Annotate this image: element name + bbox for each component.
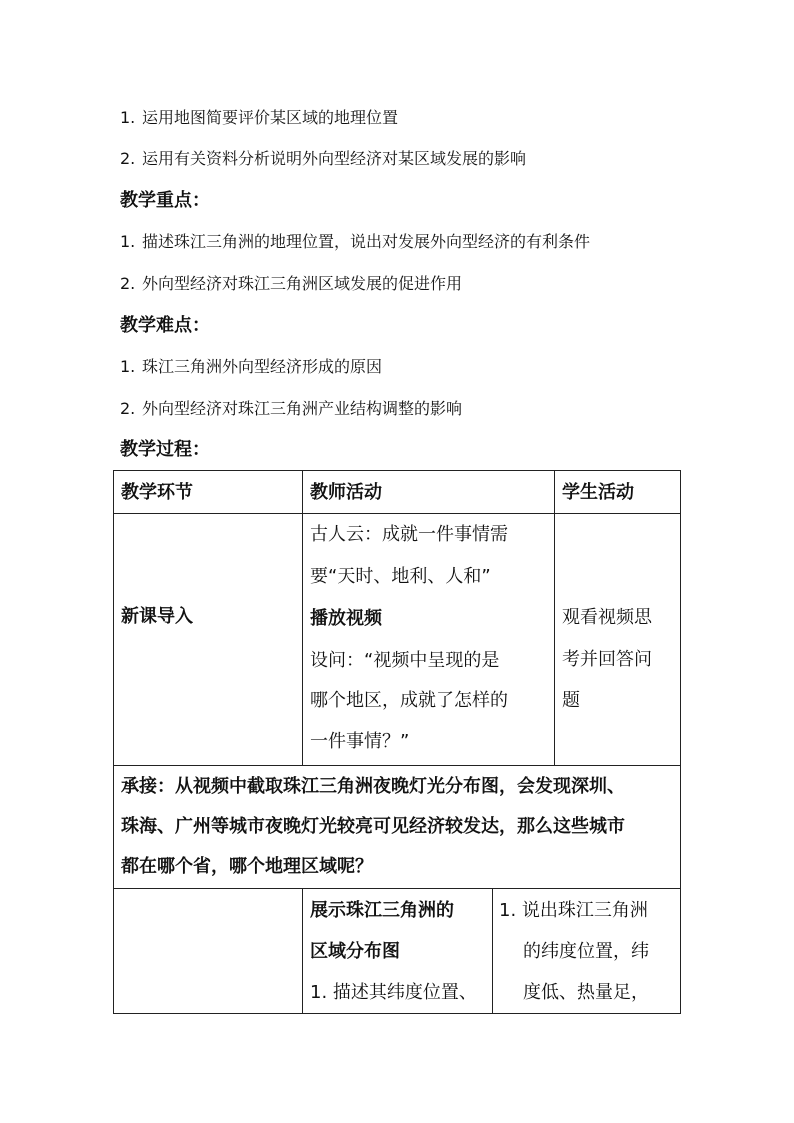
- table-border-right: [680, 470, 681, 1014]
- process-heading: 教学过程：: [120, 439, 210, 460]
- student-line: 题: [562, 690, 580, 711]
- key-point-item-2: [120, 274, 462, 294]
- teacher-line: 1. 描述其纬度位置、: [310, 982, 477, 1003]
- transition-line: 承接：从视频中截取珠江三角洲夜晚灯光分布图，会发现深圳、: [121, 776, 625, 797]
- transition-line: 都在哪个省，哪个地理区域呢？: [121, 856, 373, 877]
- key-point-text: 描述珠江三角洲的地理位置，说出对发展外向型经济的有利条件: [142, 232, 591, 251]
- key-point-number: 2.: [120, 274, 136, 293]
- table-col-divider-3: [302, 888, 303, 1014]
- goal-item-1: [120, 108, 398, 128]
- header-stage: 教学环节: [121, 482, 193, 503]
- student-line: 度低、热量足，: [523, 982, 649, 1003]
- teacher-line: 哪个地区，成就了怎样的: [310, 690, 508, 711]
- table-rule-transition: [113, 888, 681, 889]
- goal-number: 1.: [120, 108, 136, 127]
- teacher-line: 设问：“视频中呈现的是: [310, 650, 500, 671]
- table-col-divider-2: [554, 470, 555, 765]
- teacher-line: 古人云：成就一件事情需: [310, 524, 508, 545]
- key-point-number: 1.: [120, 232, 136, 251]
- difficulty-text: 珠江三角洲外向型经济形成的原因: [142, 357, 383, 376]
- lesson-table: [113, 470, 681, 1014]
- table-border-left: [113, 470, 114, 1014]
- stage-new-lesson: 新课导入: [121, 606, 193, 627]
- difficulty-text: 外向型经济对珠江三角洲产业结构调整的影响: [142, 399, 463, 418]
- goal-text: 运用地图简要评价某区域的地理位置: [142, 108, 399, 127]
- student-line: 的纬度位置，纬: [523, 941, 649, 962]
- difficulty-item-1: [120, 357, 382, 377]
- goal-text: 运用有关资料分析说明外向型经济对某区域发展的影响: [142, 149, 527, 168]
- difficulty-number: 2.: [120, 399, 136, 418]
- student-line: 观看视频思: [562, 607, 652, 628]
- teacher-line: 要“天时、地利、人和”: [310, 566, 491, 587]
- difficulty-number: 1.: [120, 357, 136, 376]
- header-teacher: 教师活动: [310, 482, 382, 503]
- student-line: 考并回答问: [562, 649, 652, 670]
- teacher-line: 一件事情？”: [310, 731, 410, 752]
- key-point-text: 外向型经济对珠江三角洲区域发展的促进作用: [142, 274, 463, 293]
- table-col-divider-4: [492, 888, 493, 1014]
- teacher-line: 区域分布图: [310, 941, 400, 962]
- key-point-item-1: [120, 232, 590, 252]
- table-col-divider-1: [302, 470, 303, 765]
- transition-line: 珠海、广州等城市夜晚灯光较亮可见经济较发达，那么这些城市: [121, 816, 625, 837]
- header-student: 学生活动: [562, 482, 634, 503]
- table-border-top: [113, 470, 681, 471]
- difficulty-item-2: [120, 399, 462, 419]
- teacher-line-play-video: 播放视频: [310, 608, 382, 629]
- difficulties-heading: 教学难点：: [120, 315, 210, 336]
- student-line: 1. 说出珠江三角洲: [499, 900, 648, 921]
- teacher-line: 展示珠江三角洲的: [310, 900, 454, 921]
- goal-item-2: [120, 149, 526, 169]
- key-points-heading: 教学重点：: [120, 190, 210, 211]
- goal-number: 2.: [120, 149, 136, 168]
